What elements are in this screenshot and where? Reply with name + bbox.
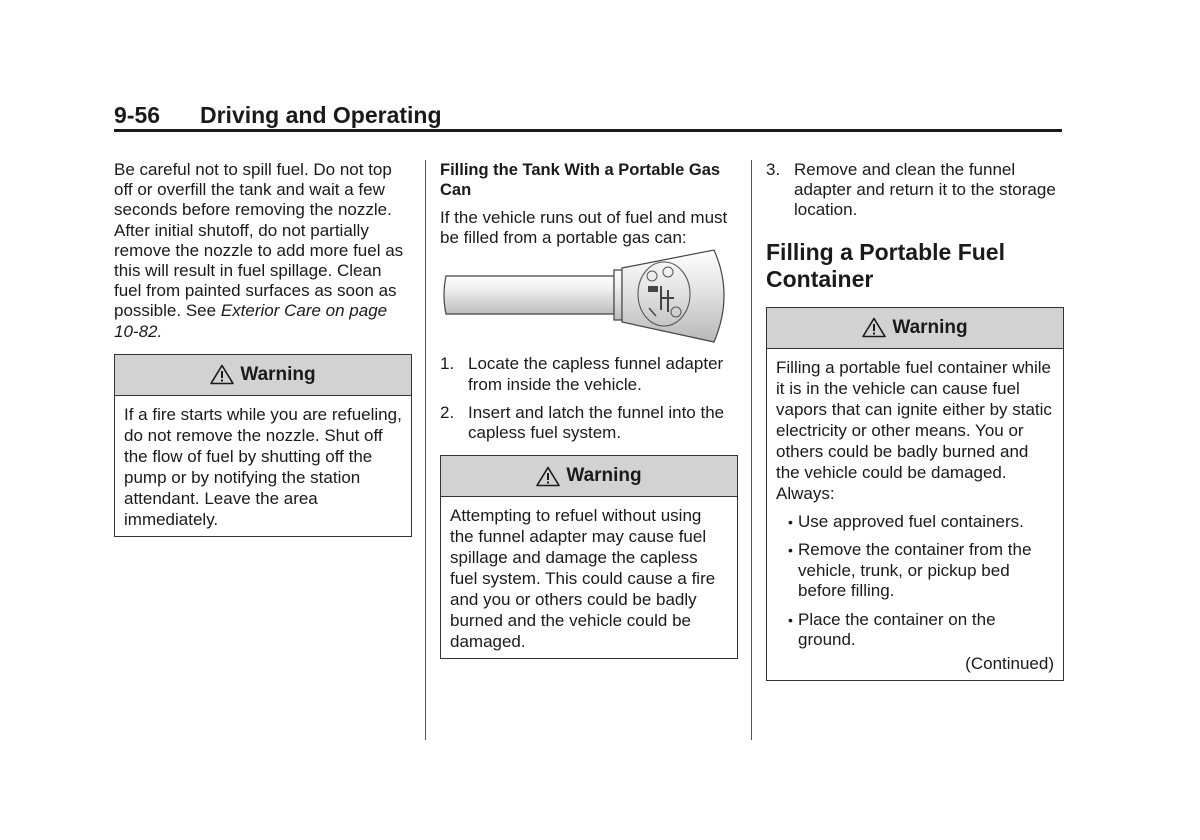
list-item: [440, 354, 738, 394]
section-title: Driving and Operating: [200, 102, 442, 128]
subheading: Filling the Tank With a Portable Gas Can: [440, 161, 721, 199]
warning-header: [115, 355, 411, 396]
column-3: [766, 160, 1064, 681]
list-item: [776, 610, 1054, 651]
steps-list: [440, 354, 738, 443]
warning-title: Warning: [566, 465, 642, 487]
bullet-icon: •: [788, 542, 793, 559]
header-rule: [114, 129, 1062, 132]
warning-body: Attempting to refuel without using the funnel adapter may cause fuel spillage and damage the capless fuel system. This could cause a fire and you or others could be badly burned and the vehicle could be damaged.: [450, 506, 716, 652]
warning-body: If a fire starts while you are refueling, do not remove the nozzle. Shut off the flow of fuel by shutting off the pump or by notifying the station attendant. Leave the area immediately.: [124, 404, 402, 529]
warning-triangle-icon: [862, 317, 886, 338]
intro-paragraph: If the vehicle runs out of fuel and must be filled from a portable gas can:: [440, 208, 728, 248]
step-number: 2.: [440, 402, 455, 422]
funnel-adapter-illustration: [442, 248, 732, 348]
step-number: 1.: [440, 354, 455, 374]
step-text: Remove and clean the funnel adapter and return it to the storage location.: [794, 160, 1056, 220]
continued-label: (Continued): [965, 653, 1054, 673]
section-heading: Filling a Portable Fuel Container: [766, 238, 1005, 292]
list-item: [440, 403, 738, 443]
warning-box: [114, 354, 412, 537]
page-number: 9-56: [114, 102, 161, 128]
column-divider: [425, 160, 426, 740]
column-divider: [751, 160, 752, 740]
warning-triangle-icon: [210, 364, 234, 385]
paragraph-text: Be careful not to spill fuel. Do not top off or overfill the tank and wait a few seconds before removing the nozzle. After initial shutoff, do not partially remove the nozzle to add more fuel as this will result in fuel spillage. Clean fuel from painted surfaces as soon as possible. See: [114, 160, 404, 321]
warning-title: Warning: [892, 316, 968, 338]
list-item: [776, 540, 1054, 602]
step-number: 3.: [766, 160, 781, 179]
step-text: Insert and latch the funnel into the capless fuel system.: [468, 402, 725, 443]
bullet-text: Use approved fuel containers.: [798, 511, 1024, 531]
warning-header: [767, 308, 1063, 349]
bullet-text: Place the container on the ground.: [798, 609, 996, 650]
body-paragraph: [114, 160, 412, 342]
warning-box: [440, 455, 738, 659]
warning-triangle-icon: [536, 466, 560, 487]
bullet-icon: •: [788, 611, 793, 628]
warning-body: [767, 349, 1063, 680]
bullet-text: Remove the container from the vehicle, trunk, or pickup bed before filling.: [798, 540, 1032, 601]
step-text: Locate the capless funnel adapter from inside the vehicle.: [468, 354, 724, 394]
column-2: [440, 160, 738, 659]
warning-box: [766, 307, 1064, 681]
cross-reference-link[interactable]: Exterior Care on page 10-82.: [114, 301, 388, 341]
bullet-icon: •: [788, 513, 793, 530]
list-item: [766, 160, 1064, 221]
warning-title: Warning: [240, 363, 316, 385]
warning-text: Filling a portable fuel container while it is in the vehicle can cause fuel vapors that can ignite either by static electricity or other means. You or others could be badly burned and the vehicle could be damaged. Always:: [776, 357, 1052, 503]
warning-header: [441, 456, 737, 497]
steps-list: [766, 160, 1064, 221]
column-1: [114, 160, 412, 537]
list-item: [776, 512, 1054, 533]
bullet-list: [776, 512, 1054, 651]
page-header: [114, 101, 1062, 129]
